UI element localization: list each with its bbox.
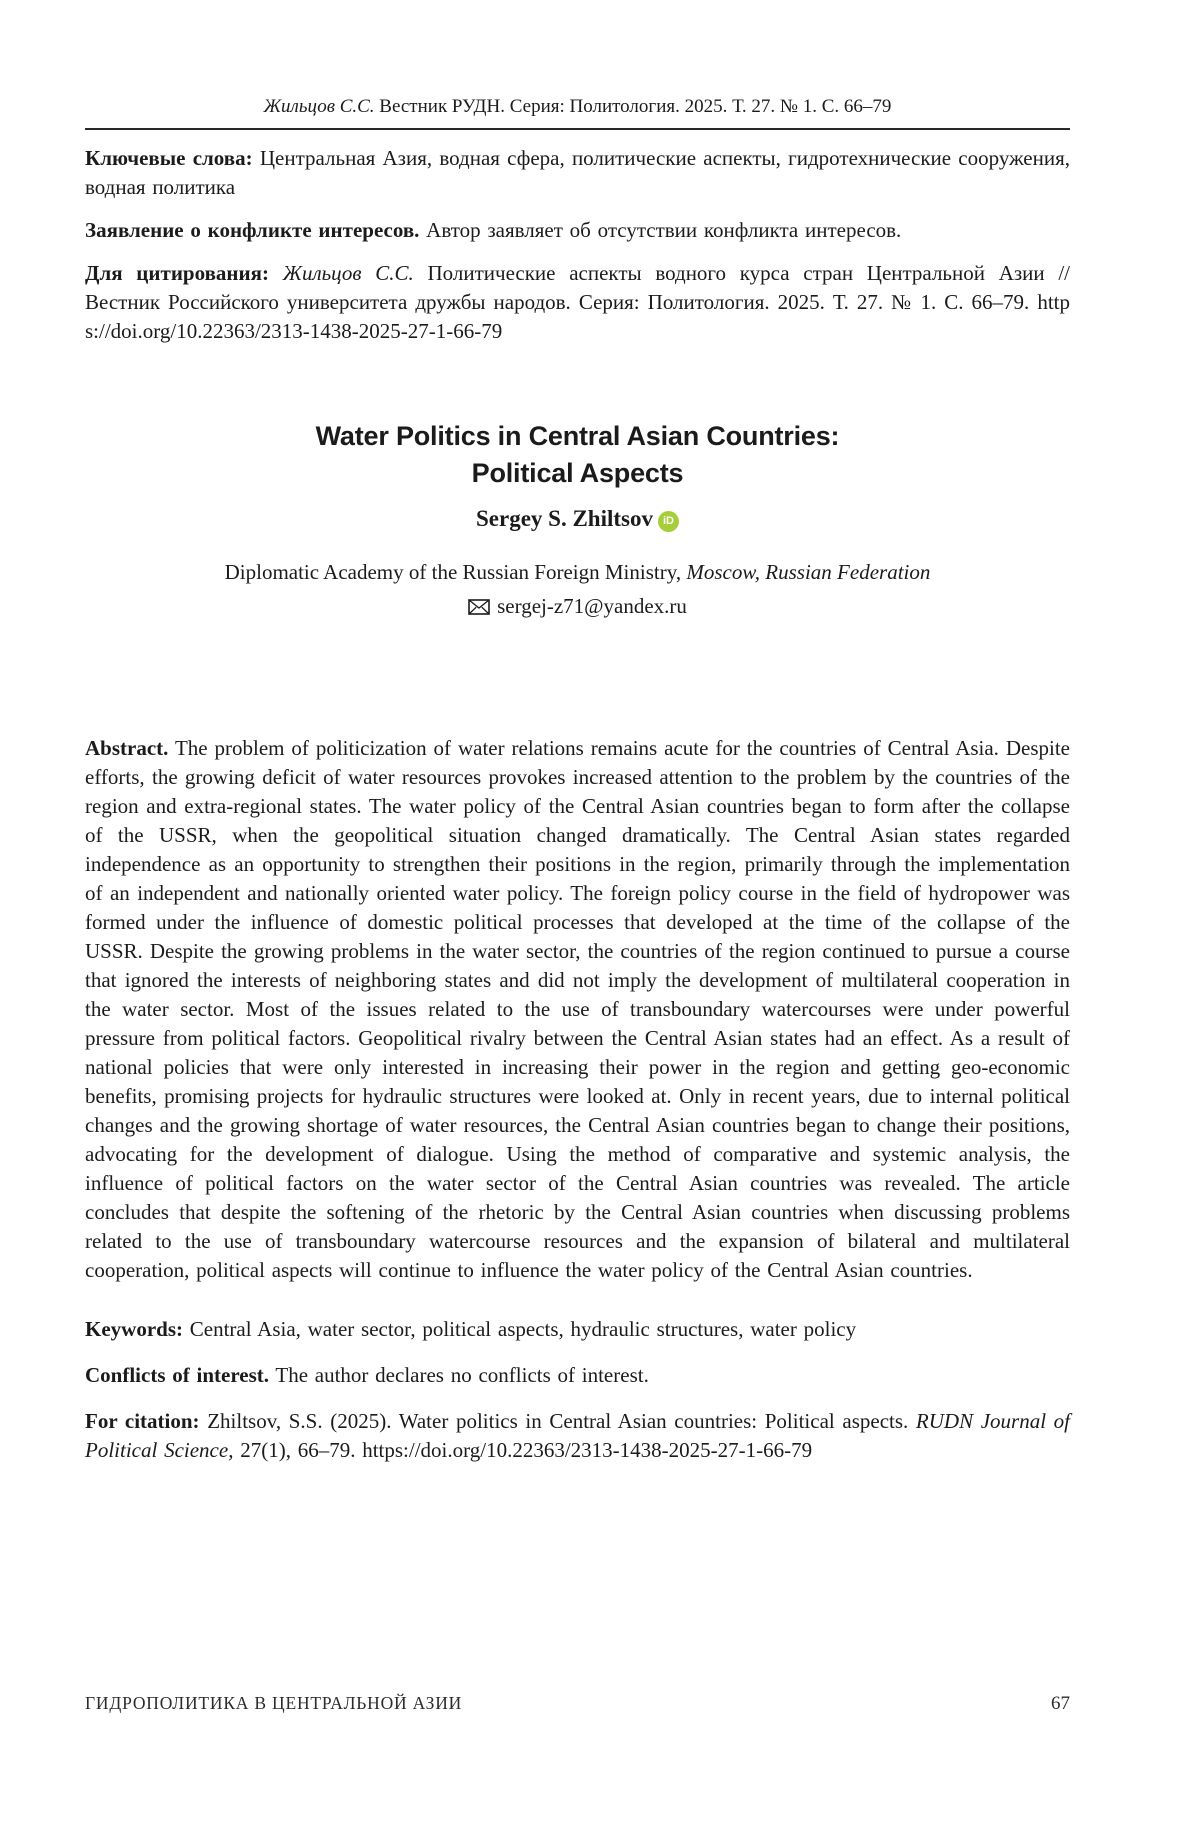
ru-keywords-paragraph (85, 144, 1070, 202)
ru-keywords-label: Ключевые слова: (85, 146, 253, 170)
author-line (85, 504, 1070, 534)
article-title (85, 418, 1070, 492)
ru-conflict-text: Автор заявляет об отсутствии конфликта интересов. (426, 218, 902, 242)
footer-section-title: ГИДРОПОЛИТИКА В ЦЕНТРАЛЬНОЙ АЗИИ (85, 1693, 463, 1713)
affiliation-line (85, 558, 1070, 586)
affiliation-location: Moscow, Russian Federation (686, 560, 931, 584)
english-meta-block (85, 734, 1070, 1465)
conflicts-paragraph (85, 1361, 1070, 1390)
en-citation-text-after: , 27(1), 66–79. (228, 1438, 356, 1462)
running-head-author: Жильцов С.С. (263, 96, 375, 117)
en-citation-text: Zhiltsov, S.S. (2025). Water politics in Central Asian countries: Political aspects. (207, 1409, 909, 1433)
running-head-text: Вестник РУДН. Серия: Политология. 2025. Т. 27. № 1. С. 66–79 (379, 96, 892, 117)
ru-citation-author: Жильцов С.С. (282, 261, 414, 285)
ru-citation-text: Политические аспекты водного курса стран Центральной Азии // Вестник Российского университета дружбы народов. Серия: Политология. 2025. Т. 27. № 1. С. 66–79. (85, 261, 1071, 314)
ru-citation-doi-link[interactable]: https://doi.org/10.22363/2313-1438-2025-27-1-66-79 (85, 290, 1071, 343)
russian-meta-block (85, 144, 1070, 346)
header-rule (85, 128, 1070, 130)
abstract-text: The problem of politicization of water relations remains acute for the countries of Central Asia. Despite efforts, the growing deficit of water resources provokes increased attention to the problem by the countries of the region and extra-regional states. The water policy of the Central Asian countries began to form after the collapse of the USSR, when the geopolitical situation changed dramatically. The Central Asian states regarded independence as an opportunity to strengthen their positions in the region, primarily through the implementation of an independent and nationally oriented water policy. The foreign policy course in the field of hydropower was formed under the influence of domestic political processes that developed at the time of the collapse of the USSR. Despite the growing problems in the water sector, the countries of the region continued to pursue a course that ignored the interests of neighboring states and did not imply the development of multilateral cooperation in the water sector. Most of the issues related to the use of transboundary watercourses were under powerful pressure from political factors. Geopolitical rivalry between the Central Asian states had an effect. As a result of national policies that were only interested in increasing their power in the region and getting geo-economic benefits, promising projects for hydraulic structures were looked at. Only in recent years, due to internal political changes and the growing shortage of water resources, the Central Asian countries began to change their positions, advocating for the development of dialogue. Using the method of comparative and systemic analysis, the influence of political factors on the water sector of the Central Asian countries was revealed. The article concludes that despite the softening of the rhetoric by the Central Asian countries when discussing problems related to the use of transboundary watercourse resources and the expansion of bilateral and multilateral cooperation, political aspects will continue to influence the water policy of the Central Asian countries. (85, 736, 1071, 1282)
author-name: Sergey S. Zhiltsov (476, 506, 653, 531)
ru-citation-paragraph (85, 259, 1070, 346)
footer-page-number: 67 (1051, 1693, 1070, 1714)
keywords-paragraph (85, 1315, 1070, 1344)
ru-conflict-label: Заявление о конфликте интересов. (85, 218, 420, 242)
en-citation-journal: RUDN Journal of Political Science (85, 1409, 1071, 1462)
ru-keywords-text: Центральная Азия, водная сфера, политические аспекты, гидротехнические сооружения, водная политика (85, 146, 1071, 199)
en-citation-doi-link[interactable]: https://doi.org/10.22363/2313-1438-2025-27-1-66-79 (362, 1438, 813, 1462)
abstract-label: Abstract. (85, 736, 169, 760)
en-citation-label: For citation: (85, 1409, 200, 1433)
affiliation-text: Diplomatic Academy of the Russian Foreign Ministry, (224, 560, 682, 584)
email-line (85, 592, 1070, 620)
email-address[interactable]: sergej-z71@yandex.ru (497, 594, 687, 618)
abstract-paragraph (85, 734, 1070, 1285)
ru-conflict-paragraph (85, 216, 1070, 245)
orcid-icon[interactable]: iD (658, 511, 679, 532)
article-title-line-2: Political Aspects (471, 458, 684, 488)
conflicts-text: The author declares no conflicts of interest. (275, 1363, 649, 1387)
page-footer (85, 1693, 1070, 1715)
conflicts-label: Conflicts of interest. (85, 1363, 269, 1387)
article-title-line-1: Water Politics in Central Asian Countries: (315, 421, 840, 451)
ru-citation-label: Для цитирования: (85, 261, 269, 285)
keywords-label: Keywords: (85, 1317, 183, 1341)
en-citation-paragraph (85, 1407, 1070, 1465)
running-head (85, 95, 1070, 119)
keywords-text: Central Asia, water sector, political aspects, hydraulic structures, water policy (189, 1317, 857, 1341)
envelope-icon (468, 599, 490, 615)
